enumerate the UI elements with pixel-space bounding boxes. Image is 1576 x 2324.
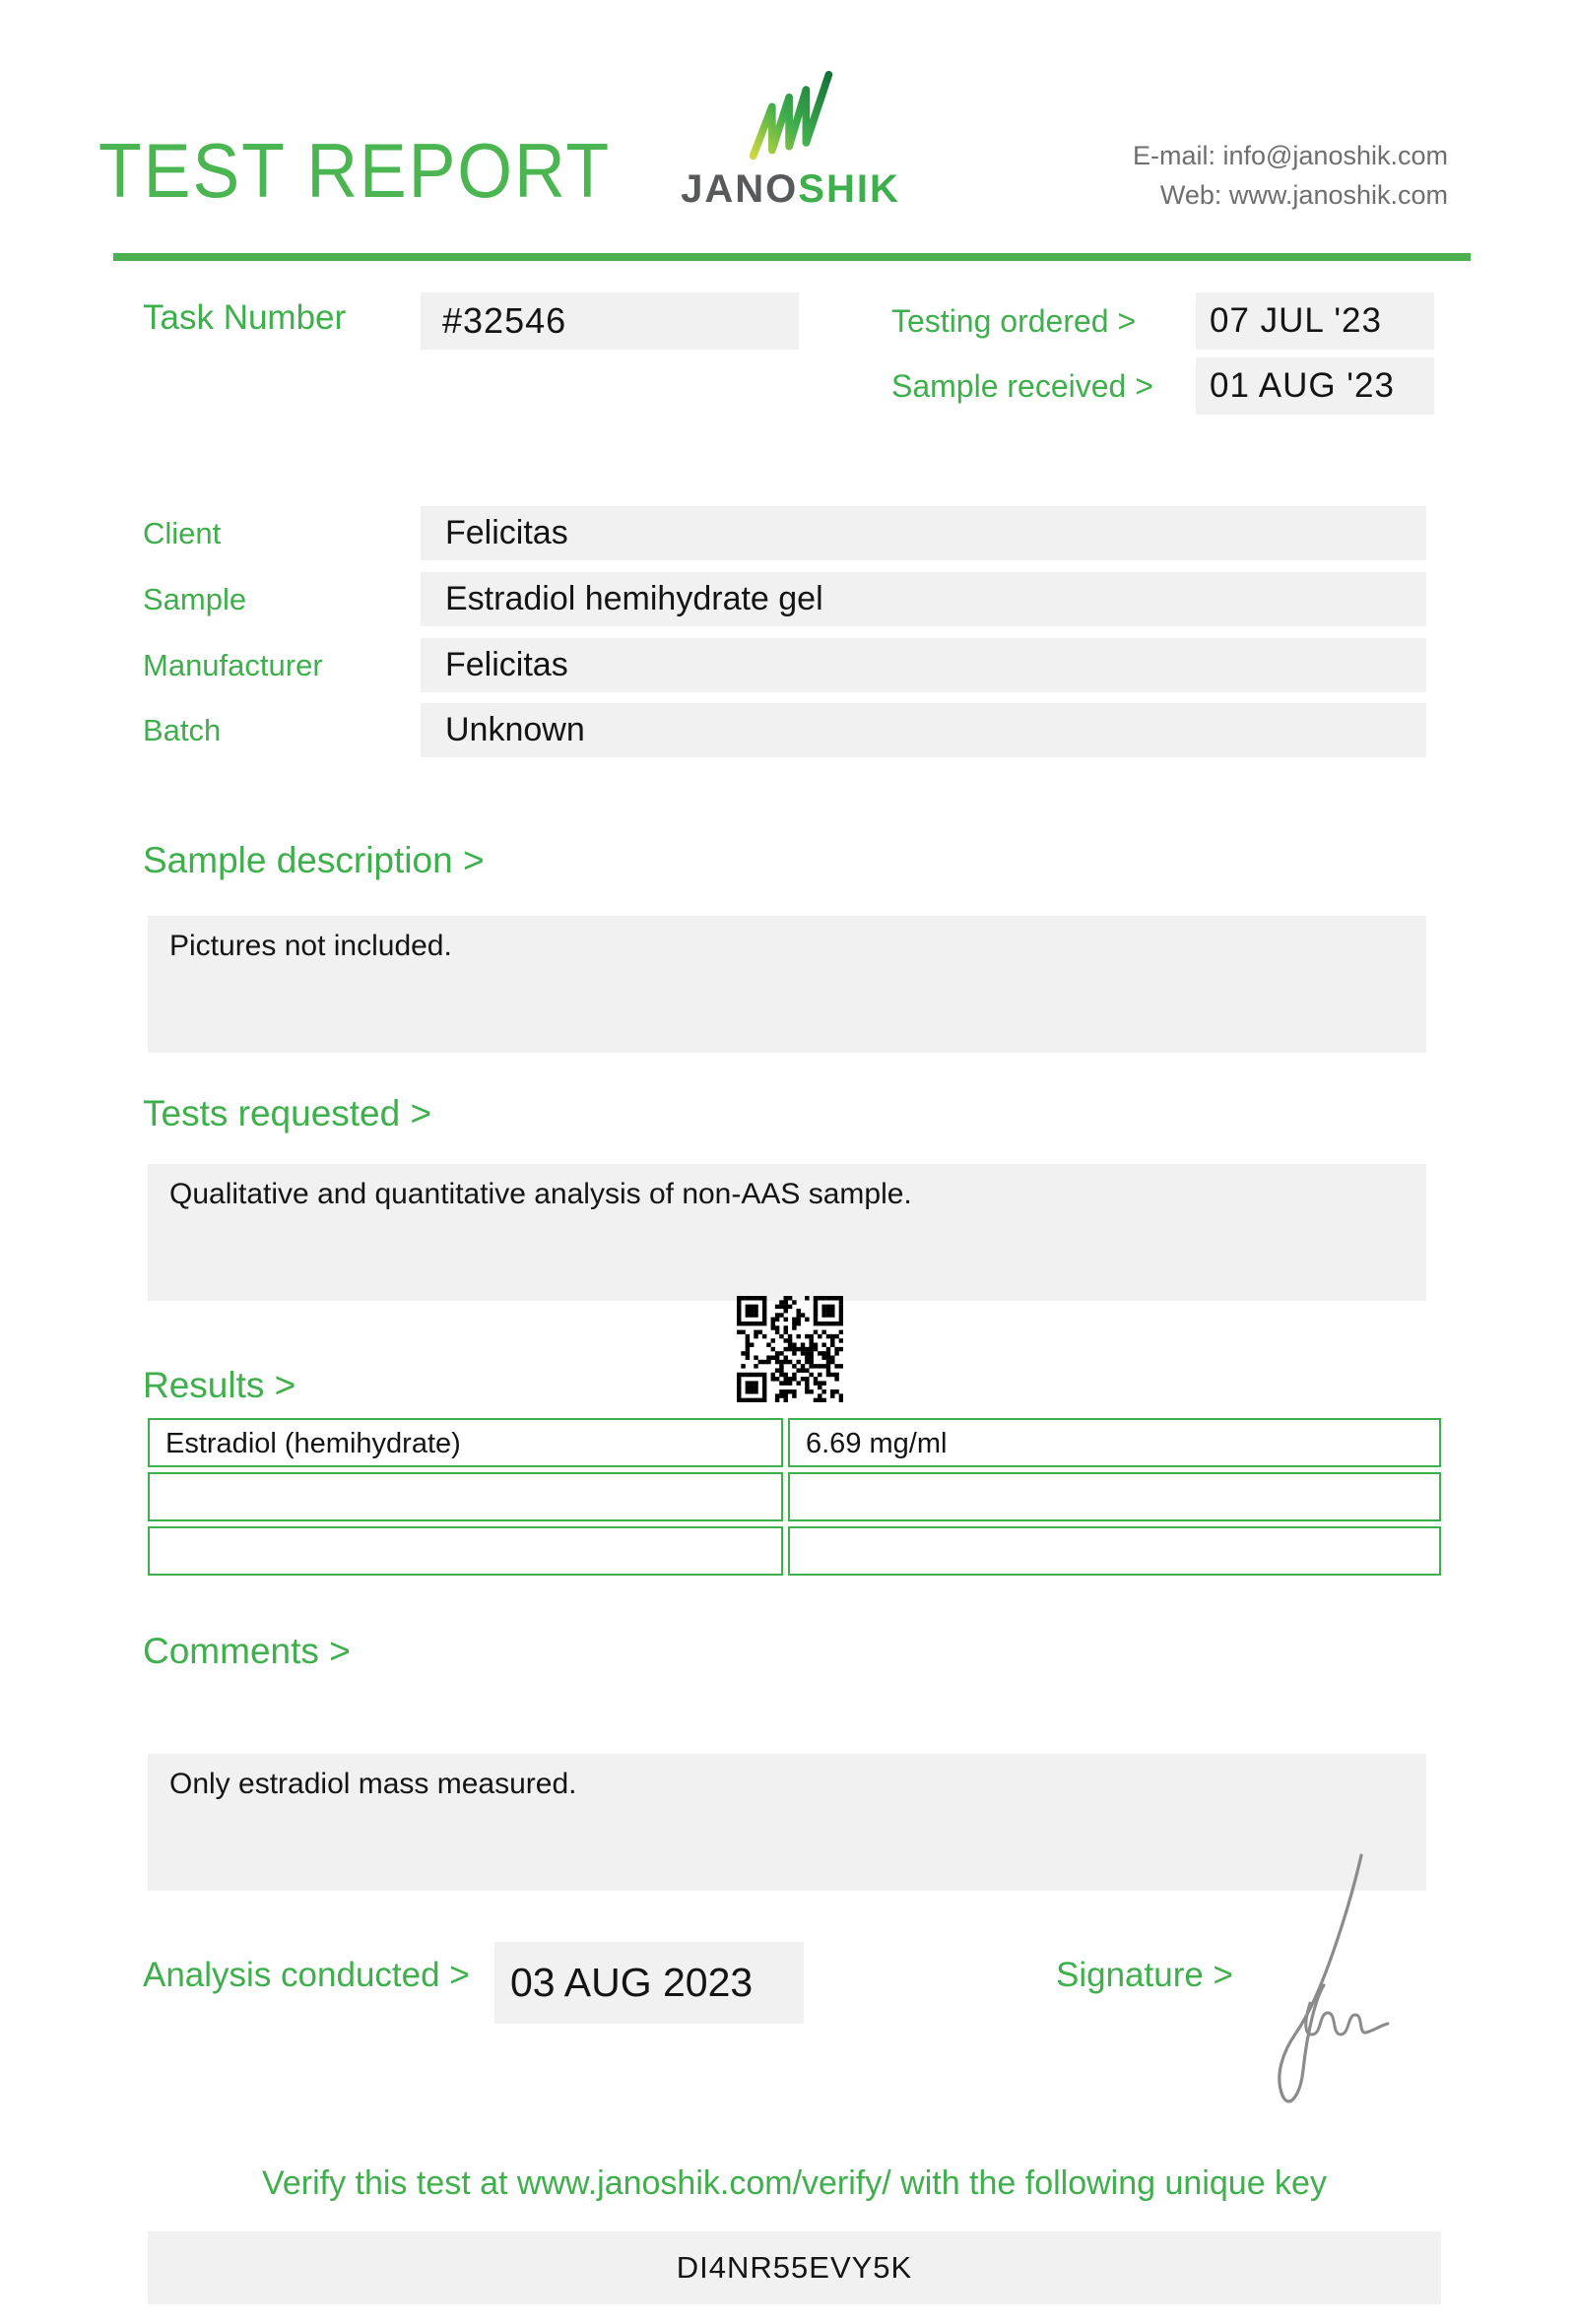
page-title: TEST REPORT <box>98 127 612 214</box>
result-analyte-cell: Estradiol (hemihydrate) <box>148 1418 783 1467</box>
result-value-cell: 6.69 mg/ml <box>788 1418 1441 1467</box>
result-analyte-cell <box>148 1526 783 1576</box>
logo-text-jano: JANO <box>681 167 799 211</box>
manufacturer-value: Felicitas <box>421 638 1426 692</box>
sample-value: Estradiol hemihydrate gel <box>421 572 1426 626</box>
signature-image <box>1263 1847 1391 2143</box>
testing-ordered-value: 07 JUL '23 <box>1196 292 1434 350</box>
comments-box: Only estradiol mass measured. <box>148 1754 1426 1891</box>
results-heading: Results > <box>143 1365 296 1405</box>
analysis-conducted-label: Analysis conducted > <box>143 1956 470 1994</box>
janoshik-logo <box>680 69 901 212</box>
comments-heading: Comments > <box>143 1631 351 1671</box>
client-label: Client <box>143 516 222 550</box>
result-analyte-cell <box>148 1472 783 1521</box>
result-value-cell <box>788 1472 1441 1521</box>
table-row <box>148 1526 1441 1576</box>
logo-wordmark <box>680 167 901 212</box>
tests-requested-heading: Tests requested > <box>143 1093 432 1133</box>
result-value-cell <box>788 1526 1441 1576</box>
testing-ordered-row <box>891 292 1434 350</box>
testing-ordered-label: Testing ordered > <box>891 302 1137 339</box>
sample-received-label: Sample received > <box>891 367 1153 404</box>
manufacturer-label: Manufacturer <box>143 648 323 682</box>
contact-email: E-mail: info@janoshik.com <box>1132 141 1448 170</box>
analysis-conducted-value: 03 AUG 2023 <box>494 1942 804 2024</box>
tests-requested-box: Qualitative and quantitative analysis of non-AAS sample. <box>148 1164 1426 1301</box>
client-value: Felicitas <box>421 506 1426 560</box>
task-number-value: #32546 <box>421 292 799 350</box>
logo-text-shik: SHIK <box>798 167 900 211</box>
verify-instruction: Verify this test at www.janoshik.com/verify/ with the following unique key <box>262 2164 1327 2202</box>
sample-description-box: Pictures not included. <box>148 916 1426 1053</box>
sample-received-value: 01 AUG '23 <box>1196 357 1434 415</box>
qr-code <box>737 1296 843 1402</box>
table-row <box>148 1418 1441 1467</box>
batch-value: Unknown <box>421 703 1426 757</box>
contact-web: Web: www.janoshik.com <box>1159 180 1448 210</box>
sample-received-row <box>891 357 1434 415</box>
header-separator <box>113 253 1471 261</box>
sample-description-heading: Sample description > <box>143 840 485 880</box>
results-table <box>148 1418 1441 1581</box>
batch-label: Batch <box>143 713 222 747</box>
sample-label: Sample <box>143 582 247 616</box>
verify-unique-key: DI4NR55EVY5K <box>148 2231 1441 2304</box>
contact-block <box>1133 136 1448 215</box>
table-row <box>148 1472 1441 1521</box>
signature-label: Signature > <box>1056 1956 1233 1994</box>
chart-growth-icon <box>732 69 850 163</box>
task-number-label: Task Number <box>143 298 347 337</box>
